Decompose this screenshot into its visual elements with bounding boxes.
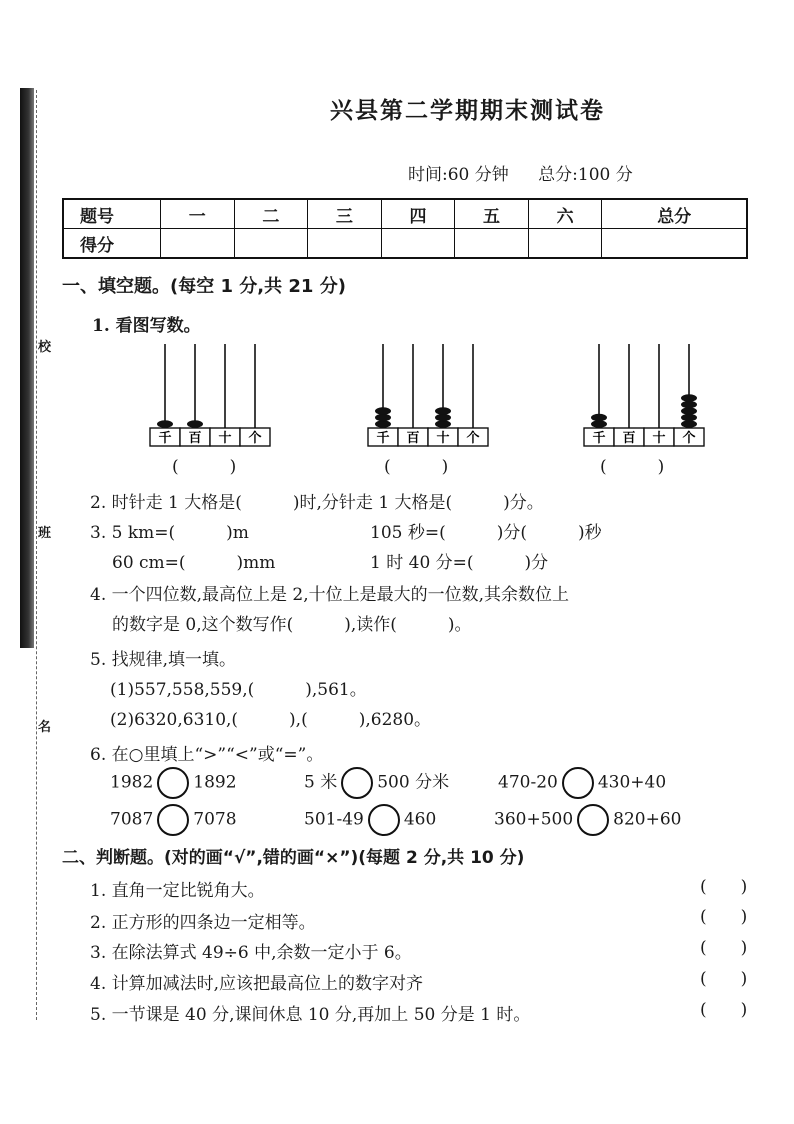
- binding-mark-name: 名: [38, 720, 52, 735]
- judge-answer-2[interactable]: ( ): [700, 907, 748, 927]
- abacus-place-label: 千: [376, 431, 390, 446]
- section1-heading: 一、填空题。(每空 1 分,共 21 分): [62, 276, 346, 297]
- abacus-place-label: 千: [592, 431, 606, 446]
- exam-meta: [408, 160, 633, 185]
- q6-item: [110, 767, 237, 799]
- abacus-bead: [435, 420, 451, 428]
- q3-c: 60 cm=( )mm: [112, 553, 276, 573]
- abacus-bead: [435, 407, 451, 415]
- abacus-bead: [681, 420, 697, 428]
- score-col-3: 三: [308, 199, 382, 229]
- q1-label: 1. 看图写数。: [92, 316, 201, 336]
- abacus-place-label: 十: [436, 431, 450, 446]
- judge-answer-4[interactable]: ( ): [700, 969, 748, 989]
- abacus-1: [150, 344, 270, 446]
- q4-line1: 4. 一个四位数,最高位上是 2,十位上是最大的一位数,其余数位上: [90, 585, 570, 605]
- binding-strip: [20, 88, 34, 648]
- binding-mark-school: 校: [38, 340, 52, 355]
- q3-a: 3. 5 km=( )m: [90, 523, 249, 543]
- binding-dashed-line: [36, 90, 37, 1020]
- q5-sub1: (1)557,558,559,( ),561。: [110, 680, 367, 700]
- score-cell[interactable]: [455, 229, 529, 259]
- score-cell[interactable]: [161, 229, 235, 259]
- compare-circle[interactable]: [368, 804, 400, 836]
- abacus-bead: [681, 394, 697, 402]
- q1-answer-1[interactable]: ( ): [172, 457, 237, 477]
- score-cell[interactable]: [234, 229, 308, 259]
- abacus-bead: [591, 420, 607, 428]
- q6-right: 430+40: [597, 772, 667, 793]
- abacus-bead: [375, 414, 391, 422]
- abacus-3: [584, 344, 704, 446]
- page-title: 兴县第二学期期末测试卷: [330, 98, 605, 124]
- q6-left: 470-20: [498, 772, 558, 793]
- abacus-place-label: 十: [652, 431, 666, 446]
- q6-left: 1982: [110, 772, 154, 793]
- judge-item-4: 4. 计算加减法时,应该把最高位上的数字对齐: [90, 974, 424, 994]
- score-col-4: 四: [381, 199, 455, 229]
- q6-left: 501-49: [304, 809, 364, 830]
- score-table-score-row: [63, 229, 747, 259]
- binding-mark-class: 班: [38, 526, 52, 541]
- time-limit: 时间:60 分钟: [408, 165, 509, 185]
- score-cell[interactable]: [528, 229, 602, 259]
- abacus-bead: [681, 401, 697, 409]
- judge-item-1: 1. 直角一定比锐角大。: [90, 881, 265, 901]
- q6-left: 360+500: [494, 809, 574, 830]
- abacus-bead: [681, 407, 697, 415]
- abacus-place-label: 个: [682, 431, 696, 446]
- q6-right: 7078: [193, 809, 237, 830]
- q6-label: 6. 在○里填上“>”“<”或“=”。: [90, 745, 324, 765]
- abacus-place-label: 百: [622, 431, 636, 446]
- q6-item: [304, 804, 436, 836]
- compare-circle[interactable]: [157, 804, 189, 836]
- abacus-place-label: 个: [466, 431, 480, 446]
- q6-item: [110, 804, 237, 836]
- score-table-header-row: [63, 199, 747, 229]
- q6-item: [304, 767, 449, 799]
- q6-right: 820+60: [613, 809, 682, 830]
- q6-right: 1892: [193, 772, 237, 793]
- score-col-2: 二: [234, 199, 308, 229]
- judge-answer-1[interactable]: ( ): [700, 877, 748, 897]
- score-col-1: 一: [161, 199, 235, 229]
- q6-right: 500 分米: [377, 772, 450, 793]
- score-table-row-head-score: 得分: [63, 229, 161, 259]
- score-col-6: 六: [528, 199, 602, 229]
- judge-answer-3[interactable]: ( ): [700, 938, 748, 958]
- abacus-place-label: 个: [248, 431, 262, 446]
- q5-sub2: (2)6320,6310,( ),( ),6280。: [110, 710, 432, 730]
- compare-circle[interactable]: [562, 767, 594, 799]
- q6-left: 7087: [110, 809, 154, 830]
- score-table-row-head: 题号: [63, 199, 161, 229]
- q3-d: 1 时 40 分=( )分: [370, 553, 549, 573]
- q4-line2: 的数字是 0,这个数写作( ),读作( )。: [112, 615, 472, 635]
- judge-item-2: 2. 正方形的四条边一定相等。: [90, 913, 316, 933]
- compare-circle[interactable]: [341, 767, 373, 799]
- abacus-place-label: 百: [406, 431, 420, 446]
- q1-answer-2[interactable]: ( ): [384, 457, 449, 477]
- q6-left: 5 米: [304, 772, 338, 793]
- q6-item: [498, 767, 666, 799]
- abacus-bead: [375, 407, 391, 415]
- judge-item-5: 5. 一节课是 40 分,课间休息 10 分,再加上 50 分是 1 时。: [90, 1005, 531, 1025]
- q6-item: [494, 804, 681, 836]
- abacus-bead: [435, 414, 451, 422]
- score-cell[interactable]: [602, 229, 747, 259]
- q2-text: 2. 时针走 1 大格是( )时,分针走 1 大格是( )分。: [90, 493, 544, 513]
- abacus-2: [368, 344, 488, 446]
- q5-label: 5. 找规律,填一填。: [90, 650, 237, 670]
- abacus-bead: [591, 414, 607, 422]
- abacus-place-label: 十: [218, 431, 232, 446]
- q6-right: 460: [403, 809, 437, 830]
- compare-circle[interactable]: [577, 804, 609, 836]
- compare-circle[interactable]: [157, 767, 189, 799]
- score-col-total: 总分: [602, 199, 747, 229]
- abacus-place-label: 百: [188, 431, 202, 446]
- abacus-bead: [157, 420, 173, 428]
- judge-item-3: 3. 在除法算式 49÷6 中,余数一定小于 6。: [90, 943, 412, 963]
- abacus-bead: [681, 414, 697, 422]
- abacus-bead: [187, 420, 203, 428]
- judge-answer-5[interactable]: ( ): [700, 1000, 748, 1020]
- score-cell[interactable]: [308, 229, 382, 259]
- score-cell[interactable]: [381, 229, 455, 259]
- section2-heading: 二、判断题。(对的画“√”,错的画“×”)(每题 2 分,共 10 分): [62, 848, 525, 868]
- score-col-5: 五: [455, 199, 529, 229]
- q3-b: 105 秒=( )分( )秒: [370, 523, 602, 543]
- abacus-place-label: 千: [158, 431, 172, 446]
- total-score: 总分:100 分: [538, 165, 633, 185]
- abacus-bead: [375, 420, 391, 428]
- score-table: [62, 198, 748, 259]
- q1-answer-3[interactable]: ( ): [600, 457, 665, 477]
